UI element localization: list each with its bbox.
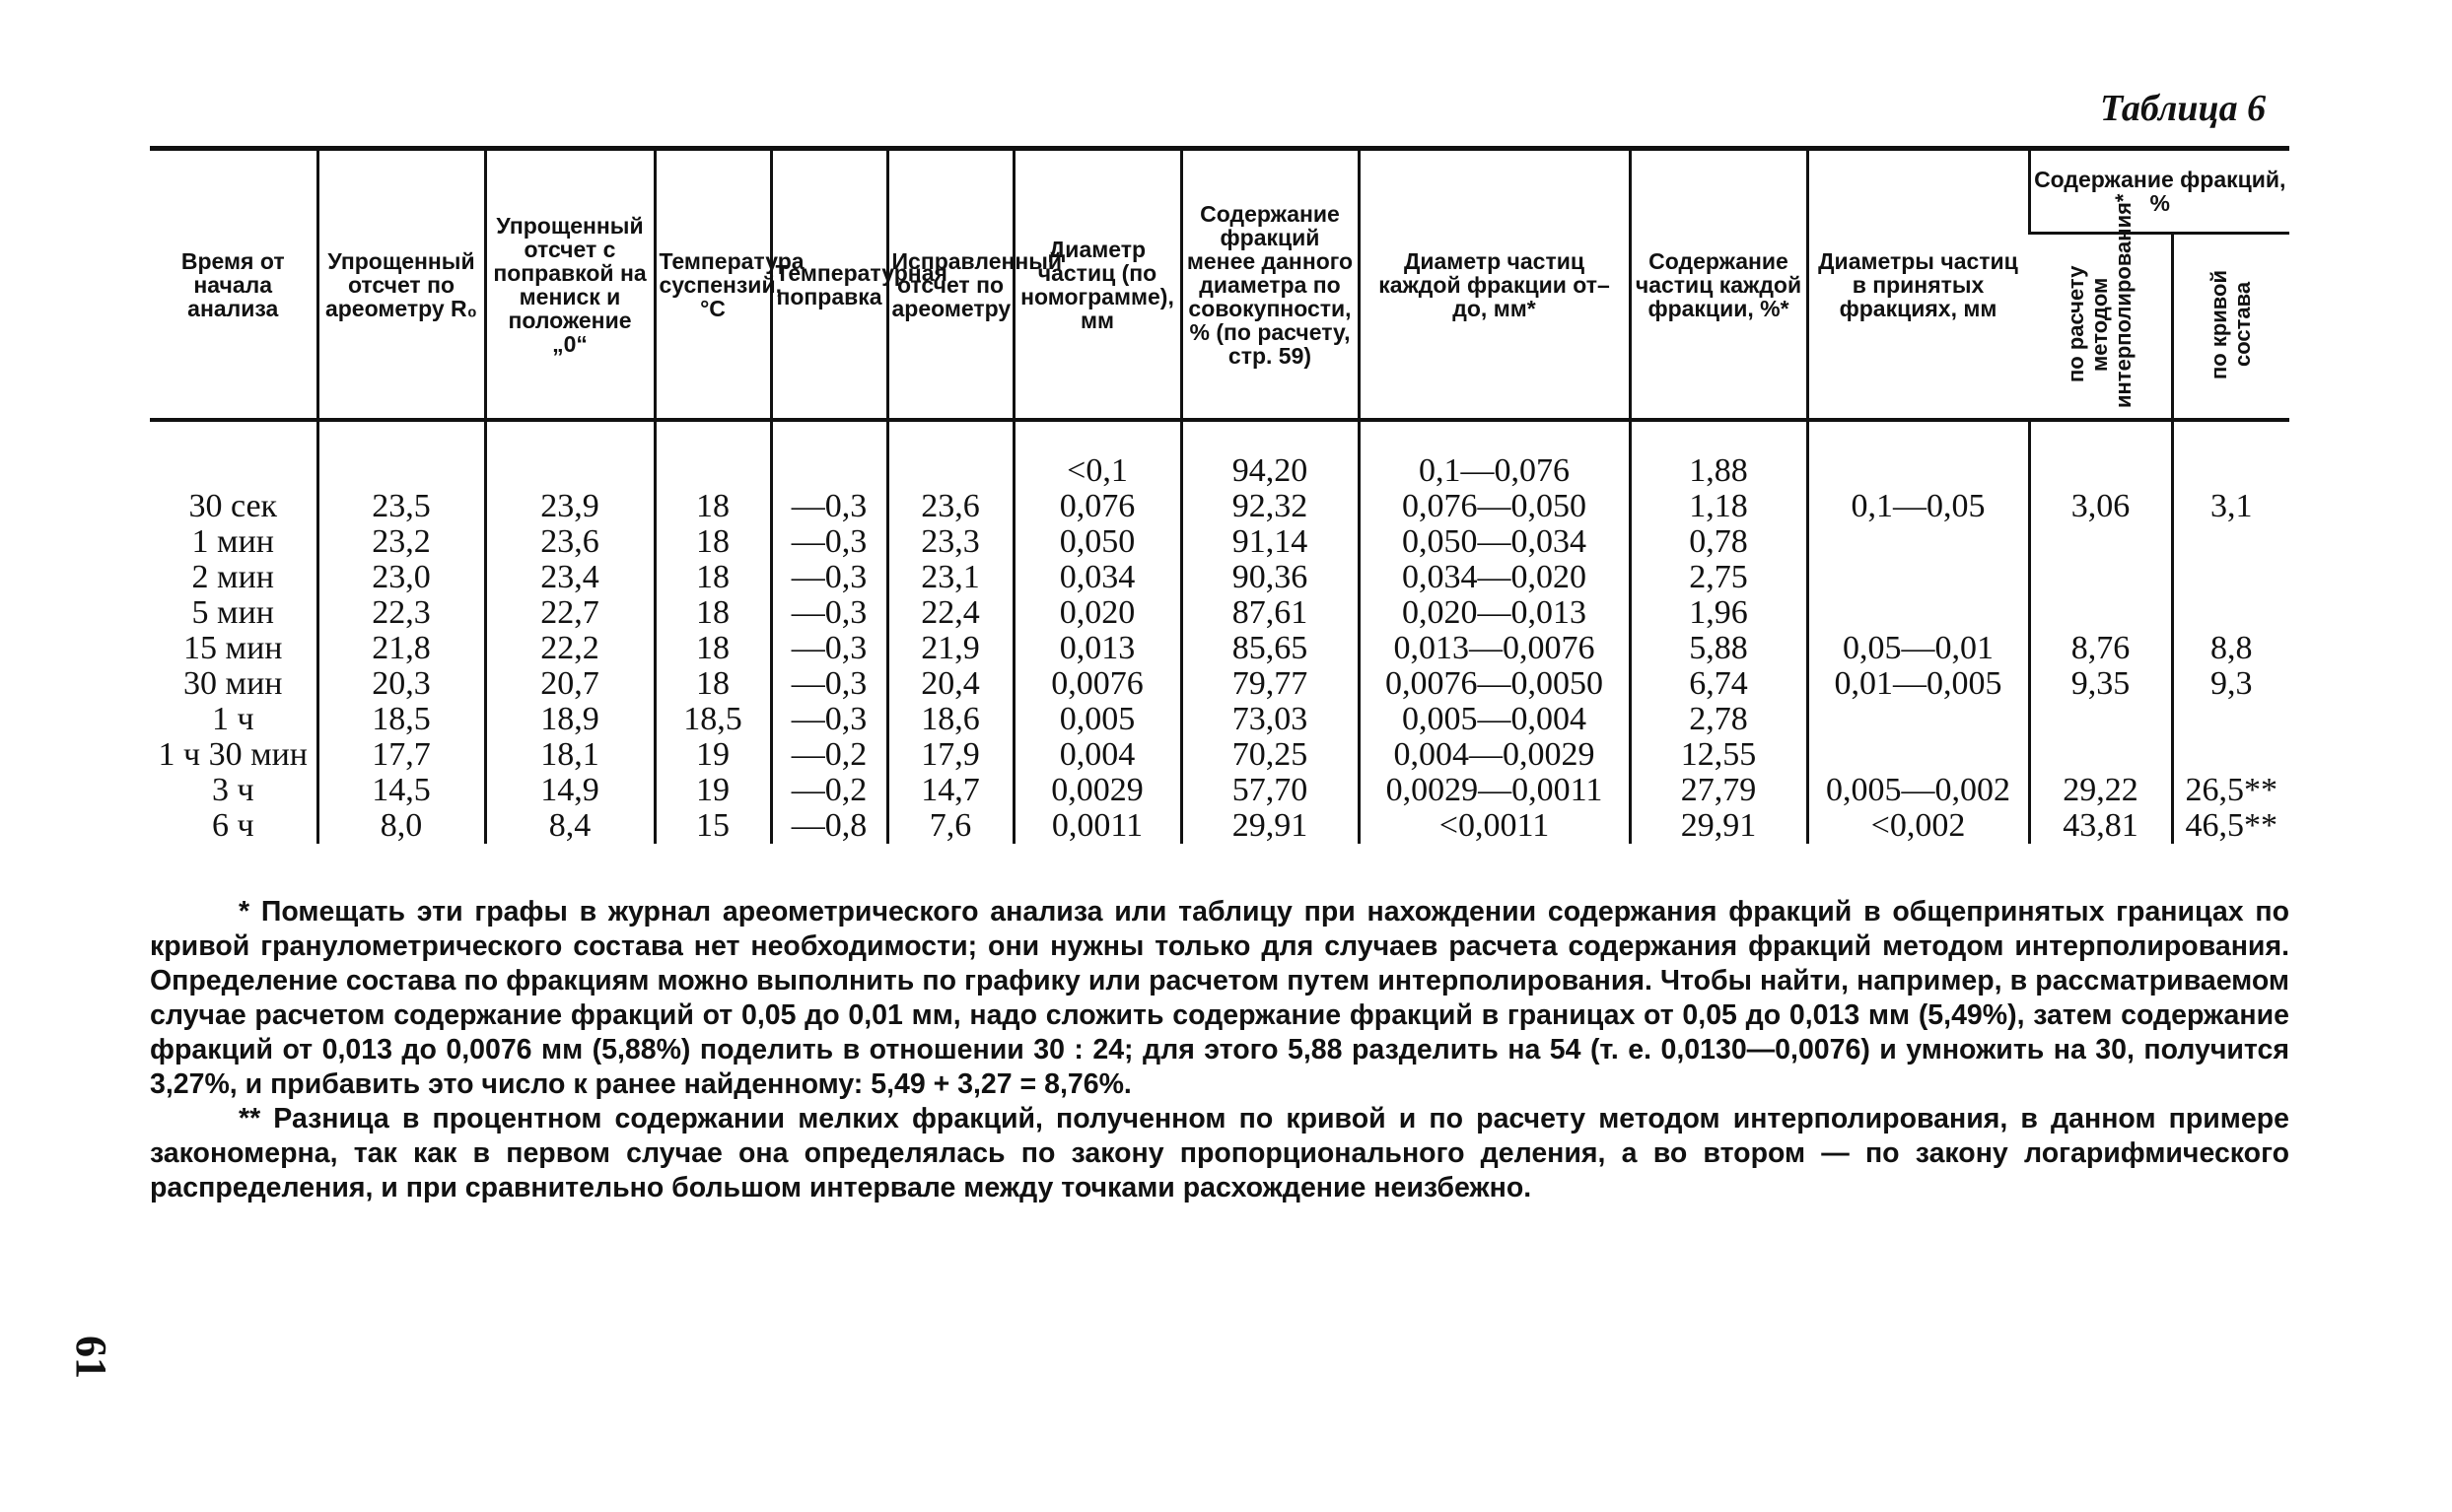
cell-corrected-areometer: 7,6 xyxy=(887,808,1014,844)
table-body xyxy=(150,420,2289,844)
page-number: 61 xyxy=(67,1336,115,1379)
cell-diameter: 0,020 xyxy=(1014,595,1181,631)
cell-content-less: 29,91 xyxy=(1181,808,1359,844)
cell-simple-reading: 22,3 xyxy=(317,595,485,631)
cell-time: 30 мин xyxy=(183,665,283,702)
header-by-interpolation xyxy=(2029,193,2172,421)
footnote-1: * Помещать эти графы в журнал ареометрического анализа или таблицу при нахождении содержания фракций в общепринятых границах по кривой гранулометрического состава нет необходимости; они нужны только для случаев расчета содержания фракций методом интерполирования. Определение состава по фракциям можно выполнить по графику или расчетом путем интерполирования. Чтобы найти, например, в рассматриваемом случае расчетом содержание фракций от 0,05 до 0,01 мм, надо сложить содержание фракций в границах от 0,05 до 0,013 мм (5,49%), затем содержание фракций от 0,013 до 0,0076 мм (5,88%) поделить в отношении 30 : 24; для этого 5,88 разделить на 54 (т. е. 0,0130—0,0076) и умножить на 30, получится 3,27%, и прибавить это число к ранее найденному: 5,49 + 3,27 = 8,76%. xyxy=(150,896,2289,1100)
cell-fraction-range: 0,020—0,013 xyxy=(1359,595,1630,631)
header-by-curve-text: по кривой состава xyxy=(2207,269,2256,379)
cell-corrected-areometer: 20,4 xyxy=(887,666,1014,702)
cell-temperature: 18 xyxy=(655,595,771,631)
header-by-interpolation-text: по расчету методом интерполирования* xyxy=(2063,193,2136,408)
table-row xyxy=(150,524,2289,560)
cell-fraction-range: 0,0076—0,0050 xyxy=(1359,666,1630,702)
cell-fraction-content: 6,74 xyxy=(1630,666,1807,702)
cell-content-less: 92,32 xyxy=(1181,489,1359,524)
cell-temperature: 18 xyxy=(655,560,771,595)
header-temp-correction: Температурная поправка xyxy=(771,149,887,421)
table-row xyxy=(150,666,2289,702)
cell-fraction-content: 2,75 xyxy=(1630,560,1807,595)
cell-simple-reading: 18,5 xyxy=(317,702,485,737)
header-diameter: Диаметр частиц (по номограмме), мм xyxy=(1014,149,1181,421)
cell-simple-reading: 23,0 xyxy=(317,560,485,595)
cell-by-interpolation: 9,35 xyxy=(2029,666,2172,702)
cell-diameter: 0,0076 xyxy=(1014,666,1181,702)
cell-content-less: 70,25 xyxy=(1181,737,1359,773)
cell-fraction-range: 0,005—0,004 xyxy=(1359,702,1630,737)
cell-corrected-reading: 22,7 xyxy=(485,595,655,631)
cell-fraction-content: 0,78 xyxy=(1630,524,1807,560)
header-fraction-content: Содержание частиц каждой фракции, %* xyxy=(1630,149,1807,421)
cell-fraction-range: 0,034—0,020 xyxy=(1359,560,1630,595)
cell-accepted-diameter xyxy=(1807,560,2029,595)
cell-diameter: 0,076 xyxy=(1014,489,1181,524)
cell-simple-reading: 8,0 xyxy=(317,808,485,844)
cell-corrected-reading: 18,9 xyxy=(485,702,655,737)
cell-corrected-areometer: 23,3 xyxy=(887,524,1014,560)
cell-diameter: 0,004 xyxy=(1014,737,1181,773)
cell-accepted-diameter xyxy=(1807,595,2029,631)
cell-corrected-reading: 23,4 xyxy=(485,560,655,595)
header-time: Время от начала анализа xyxy=(150,149,317,421)
cell-temperature: 18 xyxy=(655,524,771,560)
cell-temp-correction: —0,8 xyxy=(771,808,887,844)
header-content-less: Содержание фракций менее данного диаметра по совокупности, % (по расчету, стр. 59) xyxy=(1181,149,1359,421)
table-row xyxy=(150,595,2289,631)
table-top-row xyxy=(150,453,2289,489)
cell-fraction-range: 0,0029—0,0011 xyxy=(1359,773,1630,808)
cell-temperature: 15 xyxy=(655,808,771,844)
header-fraction-range: Диаметр частиц каждой фракции от–до, мм* xyxy=(1359,149,1630,421)
cell-content-less: 94,20 xyxy=(1181,453,1359,489)
data-table xyxy=(150,146,2289,844)
table-row xyxy=(150,702,2289,737)
cell-accepted-diameter: 0,05—0,01 xyxy=(1807,631,2029,666)
cell-time: 1 ч xyxy=(211,701,254,737)
cell-by-curve: 9,3 xyxy=(2172,666,2289,702)
cell-fraction-content: 5,88 xyxy=(1630,631,1807,666)
cell-diameter: 0,0029 xyxy=(1014,773,1181,808)
cell-accepted-diameter: 0,01—0,005 xyxy=(1807,666,2029,702)
cell-accepted-diameter xyxy=(1807,702,2029,737)
header-fraction-group: Содержание фракций, % xyxy=(2029,149,2289,234)
cell-content-less: 90,36 xyxy=(1181,560,1359,595)
cell-by-curve xyxy=(2172,737,2289,773)
cell-temperature: 18,5 xyxy=(655,702,771,737)
footnotes xyxy=(150,895,2289,1205)
cell-simple-reading: 21,8 xyxy=(317,631,485,666)
cell-temp-correction: —0,3 xyxy=(771,666,887,702)
cell-temp-correction: —0,2 xyxy=(771,737,887,773)
cell-simple-reading: 14,5 xyxy=(317,773,485,808)
cell-fraction-content: 1,88 xyxy=(1630,453,1807,489)
cell-corrected-reading: 20,7 xyxy=(485,666,655,702)
cell-corrected-areometer: 14,7 xyxy=(887,773,1014,808)
cell-by-curve xyxy=(2172,560,2289,595)
cell-corrected-reading: 8,4 xyxy=(485,808,655,844)
cell-simple-reading: 20,3 xyxy=(317,666,485,702)
cell-by-interpolation xyxy=(2029,524,2172,560)
cell-simple-reading: 23,5 xyxy=(317,489,485,524)
cell-by-interpolation xyxy=(2029,702,2172,737)
cell-diameter: 0,005 xyxy=(1014,702,1181,737)
cell-fraction-content: 27,79 xyxy=(1630,773,1807,808)
cell-simple-reading: 17,7 xyxy=(317,737,485,773)
cell-content-less: 57,70 xyxy=(1181,773,1359,808)
cell-by-curve xyxy=(2172,595,2289,631)
cell-time: 3 ч xyxy=(211,772,254,808)
cell-temp-correction: —0,3 xyxy=(771,631,887,666)
cell-content-less: 87,61 xyxy=(1181,595,1359,631)
table-spacer-row xyxy=(150,420,2289,453)
cell-diameter: 0,0011 xyxy=(1014,808,1181,844)
cell-content-less: 91,14 xyxy=(1181,524,1359,560)
cell-corrected-areometer: 23,1 xyxy=(887,560,1014,595)
cell-accepted-diameter: 0,1—0,05 xyxy=(1807,489,2029,524)
cell-by-interpolation: 43,81 xyxy=(2029,808,2172,844)
header-corrected-areometer: Исправленный отсчет по ареометру xyxy=(887,149,1014,421)
cell-corrected-areometer: 23,6 xyxy=(887,489,1014,524)
table-row xyxy=(150,631,2289,666)
cell-by-curve xyxy=(2172,702,2289,737)
cell-accepted-diameter: <0,002 xyxy=(1807,808,2029,844)
cell-by-interpolation xyxy=(2029,560,2172,595)
cell-by-curve xyxy=(2172,524,2289,560)
data-table-container xyxy=(150,146,2289,844)
cell-corrected-reading: 23,9 xyxy=(485,489,655,524)
cell-by-interpolation xyxy=(2029,595,2172,631)
table-row xyxy=(150,808,2289,844)
cell-by-interpolation: 8,76 xyxy=(2029,631,2172,666)
cell-time: 15 мин xyxy=(183,630,283,666)
cell-by-interpolation: 29,22 xyxy=(2029,773,2172,808)
cell-content-less: 85,65 xyxy=(1181,631,1359,666)
cell-fraction-content: 12,55 xyxy=(1630,737,1807,773)
cell-temp-correction: —0,3 xyxy=(771,524,887,560)
header-simple-reading: Упрощенный отсчет по ареометру R₀ xyxy=(317,149,485,421)
cell-fraction-content: 1,96 xyxy=(1630,595,1807,631)
cell-corrected-reading: 14,9 xyxy=(485,773,655,808)
cell-temperature: 18 xyxy=(655,631,771,666)
cell-fraction-content: 2,78 xyxy=(1630,702,1807,737)
cell-fraction-range: 0,1—0,076 xyxy=(1359,453,1630,489)
cell-temperature: 19 xyxy=(655,737,771,773)
table-row xyxy=(150,773,2289,808)
cell-by-curve: 3,1 xyxy=(2172,489,2289,524)
cell-temp-correction: —0,3 xyxy=(771,560,887,595)
cell-by-curve: 46,5** xyxy=(2172,808,2289,844)
cell-simple-reading: 23,2 xyxy=(317,524,485,560)
cell-diameter: 0,013 xyxy=(1014,631,1181,666)
table-caption: Таблица 6 xyxy=(2100,88,2267,129)
cell-time: 6 ч xyxy=(211,807,254,844)
cell-diameter: 0,050 xyxy=(1014,524,1181,560)
cell-temperature: 18 xyxy=(655,666,771,702)
header-temperature: Температура суспензий, °С xyxy=(655,149,771,421)
cell-time: 1 мин xyxy=(191,523,274,560)
cell-temp-correction: —0,3 xyxy=(771,702,887,737)
cell-accepted-diameter: 0,005—0,002 xyxy=(1807,773,2029,808)
cell-temp-correction: —0,3 xyxy=(771,489,887,524)
table-row xyxy=(150,737,2289,773)
cell-diameter: <0,1 xyxy=(1014,453,1181,489)
cell-fraction-range: <0,0011 xyxy=(1359,808,1630,844)
table-row xyxy=(150,489,2289,524)
cell-temperature: 18 xyxy=(655,489,771,524)
cell-content-less: 73,03 xyxy=(1181,702,1359,737)
table-row xyxy=(150,560,2289,595)
cell-fraction-range: 0,050—0,034 xyxy=(1359,524,1630,560)
cell-diameter: 0,034 xyxy=(1014,560,1181,595)
cell-corrected-reading: 18,1 xyxy=(485,737,655,773)
cell-by-interpolation: 3,06 xyxy=(2029,489,2172,524)
cell-accepted-diameter xyxy=(1807,737,2029,773)
cell-corrected-reading: 22,2 xyxy=(485,631,655,666)
cell-accepted-diameter xyxy=(1807,524,2029,560)
cell-corrected-areometer: 22,4 xyxy=(887,595,1014,631)
cell-content-less: 79,77 xyxy=(1181,666,1359,702)
cell-fraction-content: 29,91 xyxy=(1630,808,1807,844)
cell-time: 1 ч 30 мин xyxy=(158,736,308,773)
cell-fraction-range: 0,004—0,0029 xyxy=(1359,737,1630,773)
cell-corrected-reading: 23,6 xyxy=(485,524,655,560)
cell-corrected-areometer: 17,9 xyxy=(887,737,1014,773)
cell-by-interpolation xyxy=(2029,737,2172,773)
table-header xyxy=(150,149,2289,421)
header-corrected-reading: Упрощенный отсчет с поправкой на мениск и положение „0“ xyxy=(485,149,655,421)
cell-temperature: 19 xyxy=(655,773,771,808)
footnote-2: ** Разница в процентном содержании мелких фракций, полученном по кривой и по расчету методом интерполирования, в данном примере закономерна, так как в первом случае она определялась по закону пропорционального деления, а во втором — по закону логарифмического распределения, и при сравнительно большом интервале между точками расхождение неизбежно. xyxy=(150,1103,2289,1203)
cell-by-curve: 8,8 xyxy=(2172,631,2289,666)
cell-fraction-range: 0,076—0,050 xyxy=(1359,489,1630,524)
cell-time: 5 мин xyxy=(191,594,274,631)
cell-by-curve: 26,5** xyxy=(2172,773,2289,808)
cell-fraction-content: 1,18 xyxy=(1630,489,1807,524)
cell-fraction-range: 0,013—0,0076 xyxy=(1359,631,1630,666)
cell-time: 30 сек xyxy=(188,488,278,524)
header-by-curve xyxy=(2172,234,2289,421)
cell-temp-correction: —0,2 xyxy=(771,773,887,808)
cell-corrected-areometer: 21,9 xyxy=(887,631,1014,666)
cell-corrected-areometer: 18,6 xyxy=(887,702,1014,737)
cell-temp-correction: —0,3 xyxy=(771,595,887,631)
cell-time: 2 мин xyxy=(191,559,274,595)
header-accepted-diameters: Диаметры частиц в принятых фракциях, мм xyxy=(1807,149,2029,421)
